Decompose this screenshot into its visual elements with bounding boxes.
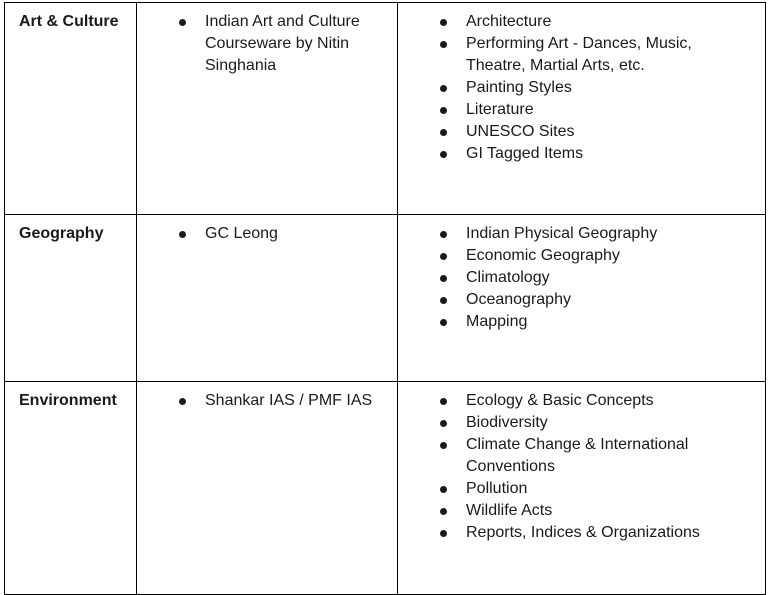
sources-list (151, 223, 383, 245)
topic-item: Performing Art - Dances, Music, Theatre, Martial Arts, etc. (466, 33, 751, 77)
table-row (5, 215, 766, 382)
topic-item: GI Tagged Items (466, 143, 751, 165)
topic-item: Economic Geography (466, 245, 751, 267)
sources-list (151, 11, 383, 77)
topic-item: Climate Change & International Conventions (466, 434, 751, 478)
topic-item: Wildlife Acts (466, 500, 751, 522)
topic-item: Mapping (466, 311, 751, 333)
topics-cell (398, 3, 766, 215)
table-row (5, 382, 766, 595)
topics-list (412, 390, 751, 544)
topic-item: Indian Physical Geography (466, 223, 751, 245)
topic-item: Biodiversity (466, 412, 751, 434)
subject-label: Geography (19, 225, 104, 242)
subject-cell (5, 215, 137, 382)
source-item: Indian Art and Culture Courseware by Nitin Singhania (205, 11, 383, 77)
topic-item: Literature (466, 99, 751, 121)
topic-item: Reports, Indices & Organizations (466, 522, 751, 544)
topic-item: Climatology (466, 267, 751, 289)
topic-item: Ecology & Basic Concepts (466, 390, 751, 412)
topics-list (412, 223, 751, 333)
topic-item: Pollution (466, 478, 751, 500)
sources-list (151, 390, 383, 412)
topic-item: Oceanography (466, 289, 751, 311)
topic-item: Painting Styles (466, 77, 751, 99)
sources-cell (137, 215, 398, 382)
source-item: Shankar IAS / PMF IAS (205, 390, 383, 412)
topic-item: Architecture (466, 11, 751, 33)
sources-cell (137, 3, 398, 215)
subject-label: Art & Culture (19, 13, 119, 30)
subject-cell (5, 382, 137, 595)
sources-cell (137, 382, 398, 595)
source-item: GC Leong (205, 223, 383, 245)
topics-list (412, 11, 751, 165)
table-row (5, 3, 766, 215)
topic-item: UNESCO Sites (466, 121, 751, 143)
topics-cell (398, 382, 766, 595)
syllabus-table (4, 2, 766, 595)
subject-label: Environment (19, 392, 117, 409)
subject-cell (5, 3, 137, 215)
topics-cell (398, 215, 766, 382)
